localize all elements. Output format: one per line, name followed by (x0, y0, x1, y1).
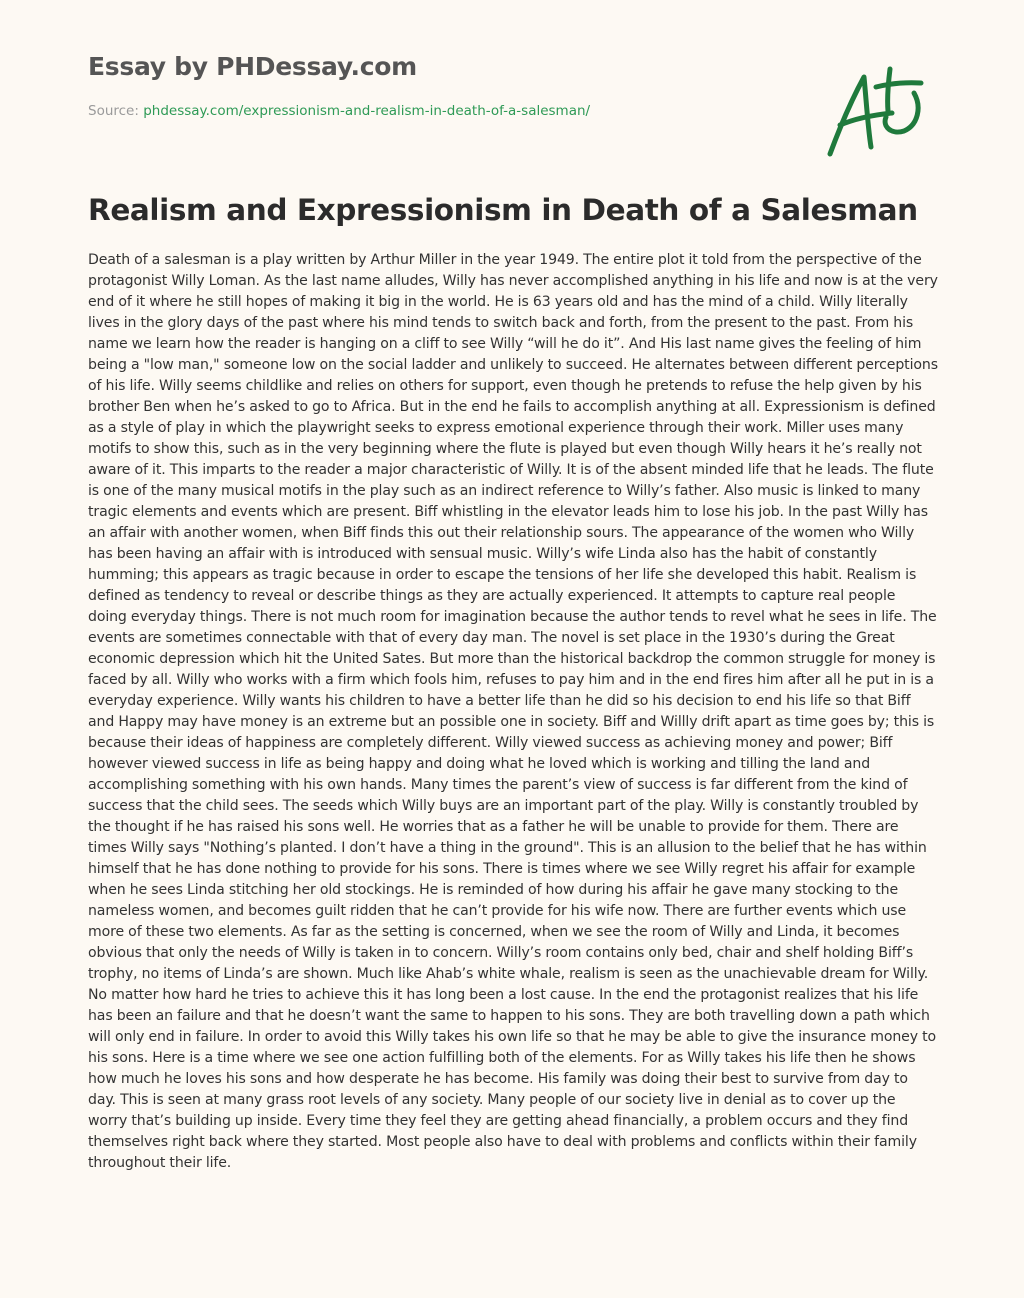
source-link[interactable]: phdessay.com/expressionism-and-realism-in-death-of-a-salesman/ (143, 103, 591, 119)
source-line (88, 102, 590, 120)
a-plus-grade-icon (818, 63, 930, 163)
site-title: Essay by PHDessay.com (88, 52, 417, 81)
article-title: Realism and Expressionism in Death of a Salesman (88, 193, 918, 227)
plus-horizontal-stroke (876, 83, 921, 87)
article-body: Death of a salesman is a play written by Arthur Miller in the year 1949. The entire plot it told from the perspective of the protagonist Willy Loman. As the last name alludes, Willy has never accomplished anything in his life and now is at the very end of it where he still hopes of making it big in the world. He is 63 years old and has the mind of a child. Willy literally lives in the glory days of the past where his mind tends to switch back and forth, from the present to the past. From his name we learn how the reader is hanging on a cliff to see Willy “will he do it”. And His last name gives the feeling of him being a "low man," someone low on the social ladder and unlikely to succeed. He alternates between different perceptions of his life. Willy seems childlike and relies on others for support, even though he pretends to refuse the help given by his brother Ben when he’s asked to go to Africa. But in the end he fails to accomplish anything at all. Expressionism is defined as a style of play in which the playwright seeks to express emotional experience through their work. Miller uses many motifs to show this, such as in the very beginning where the flute is played but even though Willy hears it he’s really not aware of it. This imparts to the reader a major characteristic of Willy. It is of the absent minded life that he leads. The flute is one of the many musical motifs in the play such as an indirect reference to Willy’s father. Also music is linked to many tragic elements and events which are present. Biff whistling in the elevator leads him to lose his job. In the past Willy has an affair with another women, when Biff finds this out their relationship sours. The appearance of the women who Willy has been having an affair with is introduced with sensual music. Willy’s wife Linda also has the habit of constantly humming; this appears as tragic because in order to escape the tensions of her life she developed this habit. Realism is defined as tendency to reveal or describe things as they are actually experienced. It attempts to capture real people doing everyday things. There is not much room for imagination because the author tends to revel what he sees in life. The events are sometimes connectable with that of every day man. The novel is set place in the 1930’s during the Great economic depression which hit the United Sates. But more than the historical backdrop the common struggle for money is faced by all. Willy who works with a firm which fools him, refuses to pay him and in the end fires him after all he put in is a everyday experience. Willy wants his children to have a better life than he did so his decision to end his life so that Biff and Happy may have money is an extreme but an possible one in society. Biff and Willly drift apart as time goes by; this is because their ideas of happiness are completely different. Willy viewed success as achieving money and power; Biff however viewed success in life as being happy and doing what he loved which is working and tilling the land and accomplishing something with his own hands. Many times the parent’s view of success is far different from the kind of success that the child sees. The seeds which Willy buys are an important part of the play. Willy is constantly troubled by the thought if he has raised his sons well. He worries that as a father he will be unable to provide for them. There are times Willy says "Nothing’s planted. I don’t have a thing in the ground". This is an allusion to the belief that he has within himself that he has done nothing to provide for his sons. There is times where we see Willy regret his affair for example when he sees Linda stitching her old stockings. He is reminded of how during his affair he gave many stocking to the nameless women, and becomes guilt ridden that he can’t provide for his wife now. There are further events which use more of these two elements. As far as the setting is concerned, when we see the room of Willy and Linda, it becomes obvious that only the needs of Willy is taken in to concern. Willy’s room contains only bed, chair and shelf holding Biff’s trophy, no items of Linda’s are shown. Much like Ahab’s white whale, realism is seen as the unachievable dream for Willy. No matter how hard he tries to achieve this it has long been a lost cause. In the end the protagonist realizes that his life has been an failure and that he doesn’t want the same to happen to his sons. They are both travelling down a path which will only end in failure. In order to avoid this Willy takes his own life so that he may be able to give the insurance money to his sons. Here is a time where we see one action fulfilling both of the elements. For as Willy takes his life then he shows how much he loves his sons and how desperate he has become. His family was doing their best to survive from day to day. This is seen at many grass root levels of any society. Many people of our society live in denial as to cover up the worry that’s building up inside. Every time they feel they are getting ahead financially, a problem occurs and they find themselves right back where they started. Most people also have to deal with problems and conflicts within their family throughout their life. (88, 252, 938, 1171)
source-label: Source: (88, 103, 144, 119)
a-plus-logo-svg (818, 63, 930, 163)
plus-vertical-stroke (888, 69, 890, 111)
